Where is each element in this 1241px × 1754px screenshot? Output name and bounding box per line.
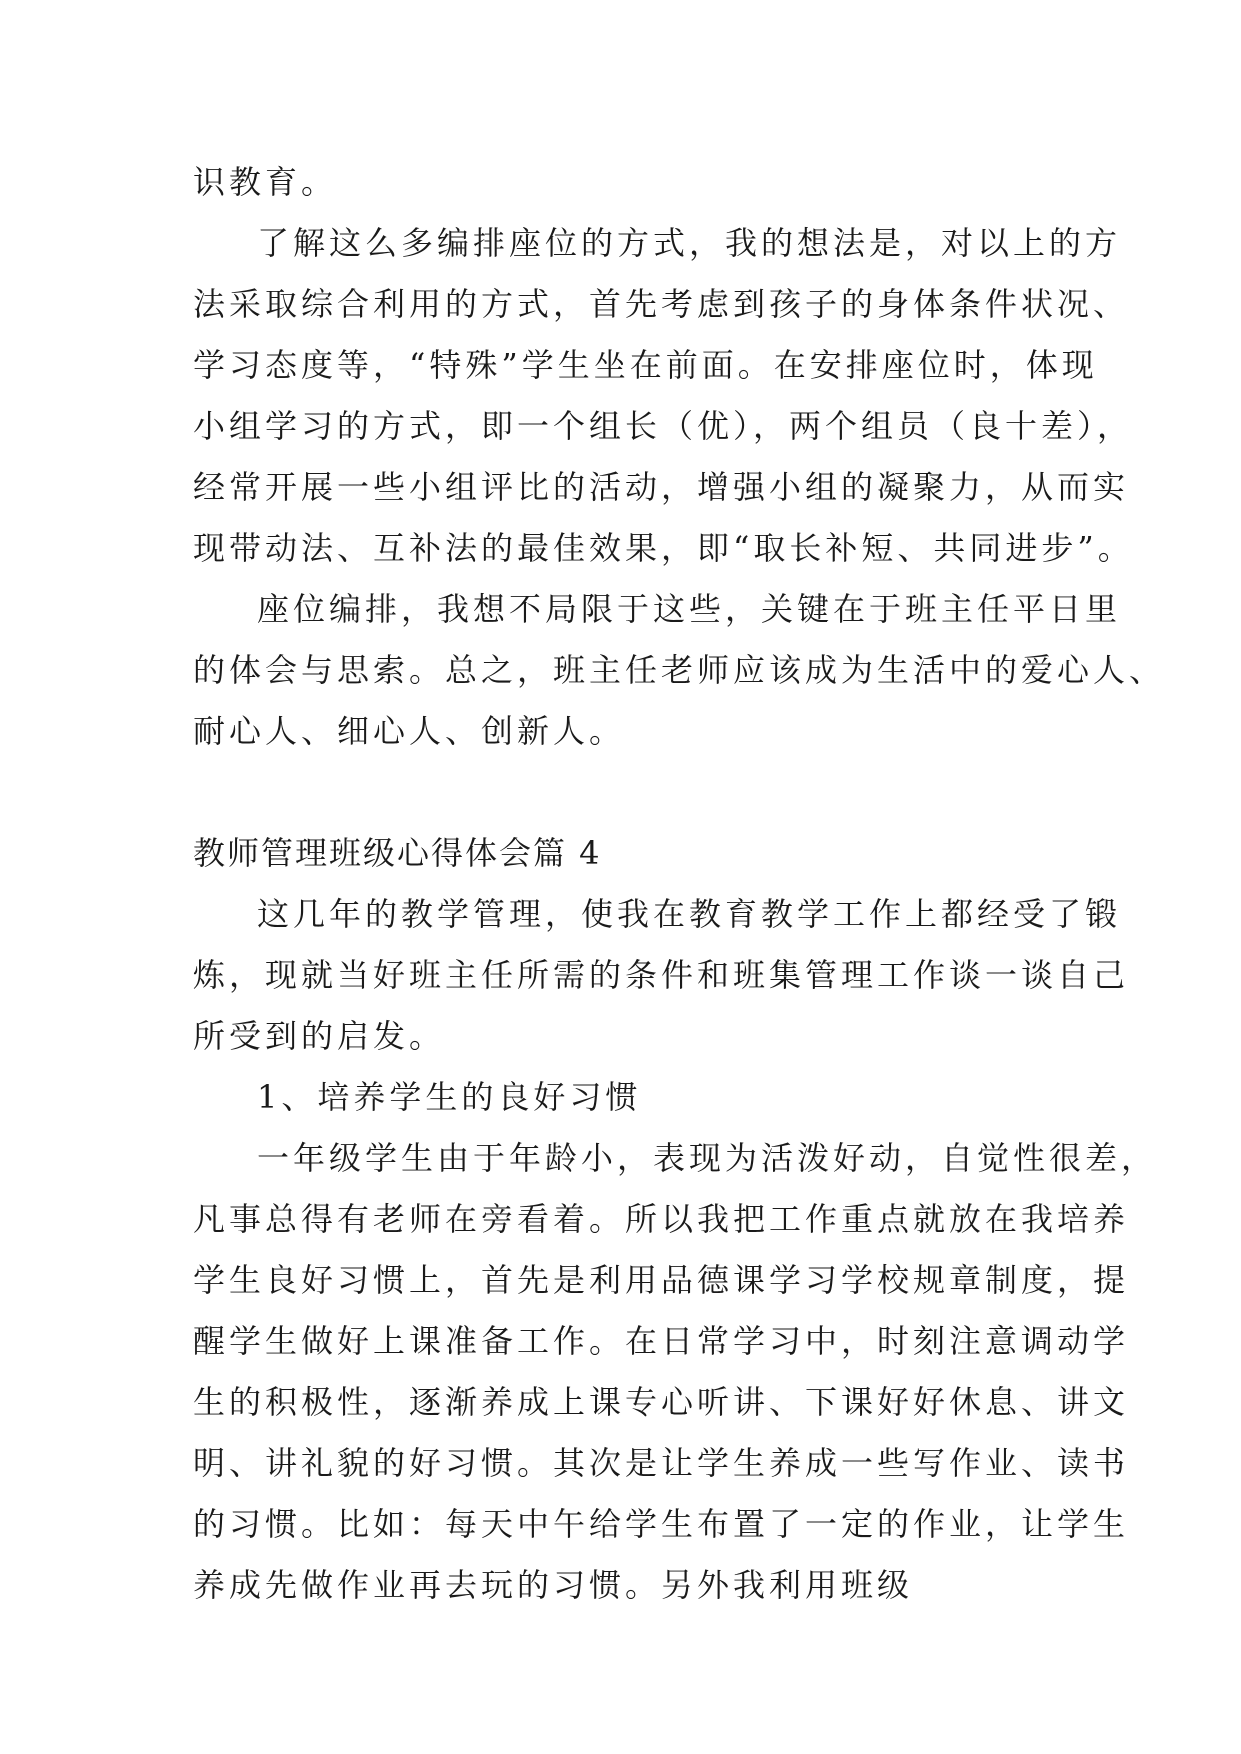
spacer [193,762,1073,823]
text-line: 1、培养学生的良好习惯 [257,1078,642,1116]
text-line: 法采取综合利用的方式，首先考虑到孩子的身体条件状况、 [193,285,1130,323]
text-line: 了解这么多编排座位的方式，我的想法是，对以上的方 [257,224,1122,262]
text-block-1 [193,152,1166,762]
text-line: 炼，现就当好班主任所需的条件和班集管理工作谈一谈自己 [193,956,1130,994]
text-line: 所受到的启发。 [193,1017,446,1055]
text-line: 现带动法、互补法的最佳效果，即“取长补短、共同进步”。 [193,529,1134,567]
text-line: 醒学生做好上课准备工作。在日常学习中，时刻注意调动学 [193,1322,1130,1360]
section-heading: 教师管理班级心得体会篇 4 [193,834,602,872]
text-line: 一年级学生由于年龄小，表现为活泼好动，自觉性很差， [257,1139,1158,1177]
text-line: 生的积极性，逐渐养成上课专心听讲、下课好好休息、讲文 [193,1383,1130,1421]
text-line: 养成先做作业再去玩的习惯。另外我利用班级 [193,1566,914,1604]
text-line: 经常开展一些小组评比的活动，增强小组的凝聚力，从而实 [193,468,1130,506]
text-line: 学生良好习惯上，首先是利用品德课学习学校规章制度，提 [193,1261,1130,1299]
text-line: 识教育。 [193,163,338,201]
document-body [193,152,1166,1616]
text-line: 耐心人、细心人、创新人。 [193,712,626,750]
text-line: 学习态度等，“特殊”学生坐在前面。在安排座位时，体现 [193,346,1098,384]
text-line: 凡事总得有老师在旁看着。所以我把工作重点就放在我培养 [193,1200,1130,1238]
text-block-2 [193,884,1158,1616]
text-line: 这几年的教学管理，使我在教育教学工作上都经受了锻 [257,895,1122,933]
text-line: 明、讲礼貌的好习惯。其次是让学生养成一些写作业、读书 [193,1444,1130,1482]
text-line: 的习惯。比如：每天中午给学生布置了一定的作业，让学生 [193,1505,1130,1543]
text-line: 座位编排，我想不局限于这些，关键在于班主任平日里 [257,590,1122,628]
text-line: 小组学习的方式，即一个组长（优），两个组员（良十差）， [193,407,1134,445]
text-line: 的体会与思索。总之，班主任老师应该成为生活中的爱心人、 [193,651,1166,689]
